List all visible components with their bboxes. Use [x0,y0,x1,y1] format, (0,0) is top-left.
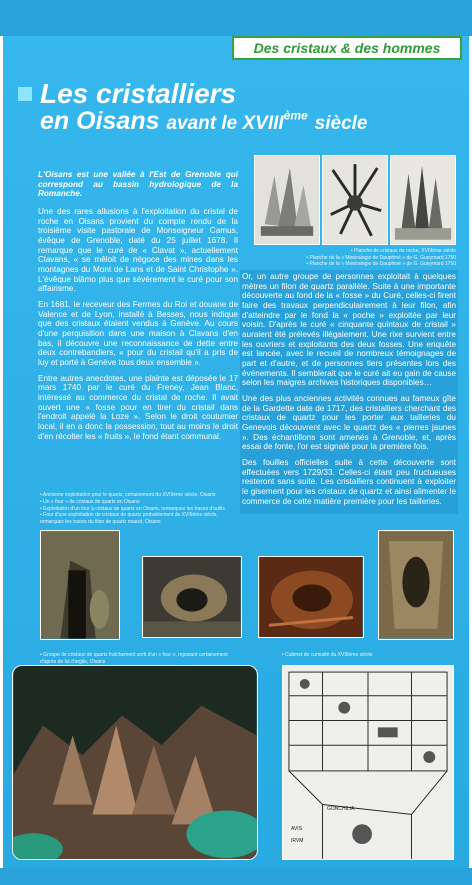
section-tag [232,36,462,60]
page-title [18,80,458,134]
photo-crystal-oven [142,556,242,638]
top-band [0,0,472,36]
engraving-caption-line: • Planche de cristaux de roche, XVIIIème siècle [350,248,456,254]
engraving-crystals-1 [254,155,320,245]
caption-crystal-group: • Groupe de cristaux de quartz fraîchement sorti d'un « four », reposant certainement d'après de lui d'argile, Oisans [40,652,228,665]
right-paragraph-2: Une des plus anciennes activités connues au fameux gîte de la Gardette date de 1717, des cristalliers cherchant des cristaux de quartz pour les porter aux tailleries du Genevois découvrent avec le quartz des « pierres jaunes ». Des échantillons sont amenés à Grenoble, et, après essai de fonte, l'or est signalé pour la première fois. [242,394,456,452]
note-item: • Ancienne exploitation pour le quartz, certainement du XVIIIème siècle, Oisans [40,492,216,498]
engraving-crystals-2 [322,155,388,245]
photo-quartz-vein [378,530,454,640]
left-photo-notes [40,492,240,526]
caption-cabinet: • Cabinet de curiosité du XVIIIème siècle [282,652,373,658]
title-line-2a: en Oisans [40,106,160,135]
right-column [240,270,458,514]
photo-quartz-cluster [12,665,258,860]
title-sup: ème [283,108,308,123]
photo-cave-entrance [40,530,120,640]
note-item: • Exploitation d'un four à cristaux de quartz en Oisans, remarquez les traces d'outils [40,505,225,512]
left-lead: L'Oisans est une vallée à l'Est de Grenoble qui correspond au bassin hydrologique de la Romanche. [38,170,238,199]
cabinet-label: GONCHILIA [327,806,355,812]
title-line-2c: siècle [314,112,368,134]
right-paragraph-3: Des fouilles officielles suite à cette découverte sont effectuées vers 1729/33. Celles-ci étant peu fructueuses resteront sans suite. Les cristalliers continuent à exploiter le gisement pour les cristaux de quartz et ainsi alimenter le commerce de cette matière première pour les tailleries. [242,458,456,506]
left-column [38,170,238,447]
engraving-crystals-3 [390,155,456,245]
note-item: • Four d'une exploitation de cristaux de quartz probablement du XVIIIème siècle, remarquez les traces du filon de quartz massif, Oisans [40,512,218,525]
title-line-1: Les cristalliers [40,78,237,109]
engraving-caption-line: • Planche de la « Minéralogie de Dauphiné » de G. Gueymard 1750 [306,261,456,267]
title-line-2b: avant le XVIII [166,112,284,134]
engraving-caption-line: • Planche de la « Minéralogie de Dauphiné » de G. Gueymard 1750 [306,254,456,261]
left-paragraph-2: En 1681, le receveur des Fermes du Roi et douane de Valence et de Lyon, installé à Besses, nous indique que des cristaux étaient vendus à Genève. Au cours d'une perquisition dans une maison à Clavans d'en bas, il découvre une reconnaissance de dette entre deux contrebandiers, « pour du cristail qu'il a pris de luy et porté à Genève tous deux ensemble ». [38,300,238,368]
title-bullet-icon [18,87,32,101]
cabinet-label: AVIS [291,826,303,832]
cabinet-label: IRVM [291,838,304,844]
left-paragraph-3: Entre autres anecdotes, une plainte est déposée le 17 mars 1740 par le curé du Freney, Jean Blanc, intéressé au commerce du cristal de roche. Il avait ouvert une « fosse pour en tirer du cristail dans l'endroit appelé la Loze ». Selon le droit coutumier local, il en a donc la possession, tout au moins le droit d'en récolter les « fruits », le fond étant communal. [38,373,238,441]
section-tag-label: Des cristaux & des hommes [253,40,441,56]
engraving-cabinet-of-curiosities [282,665,454,860]
engraving-caption [268,248,456,268]
right-paragraph-1: Or, un autre groupe de personnes exploitait à quelques mètres un filon de quartz parallèle. Suite à une importante découverte au fond de la « fosse » du Curé, celles-ci firent faire des travaux perpendiculairement à leur filon, afin d'atteindre par le fond la « poche » exploitée par leur voisin. D'après le curé « cinquante quintaux de cristail » auraient été prélevés illégalement. Une rixe survient entre les ouvriers et exploitants des deux fosses. Une enquête est lancée, avec le recueil de nombreux témoignages de part et d'autre, et de personnes tiers présentes lors des événements. Il semblerait que le curé ait eu gain de cause selon les maigres archives historiques disponibles… [242,272,456,388]
left-paragraph-1: Une des rares allusions à l'exploitation du cristal de roche en Oisans provient du compte rendu de la troisième visite pastorale de Monseigneur Camus, évêque de Grenoble, daté du 25 juillet 1678. Il remarque que le curé de « Clavat », actuellement Clavans, « se mêloit de négoce des mines dans les montagnes du Mont de Lans et de Saint Christophe ». L'évêque blâmo plus que sévèrement le curé pour son affairisme. [38,207,238,294]
note-item: • Un « four » de cristaux de quartz en Oisans [40,498,140,505]
photo-tool-marks [258,556,364,638]
bottom-band [0,868,472,885]
